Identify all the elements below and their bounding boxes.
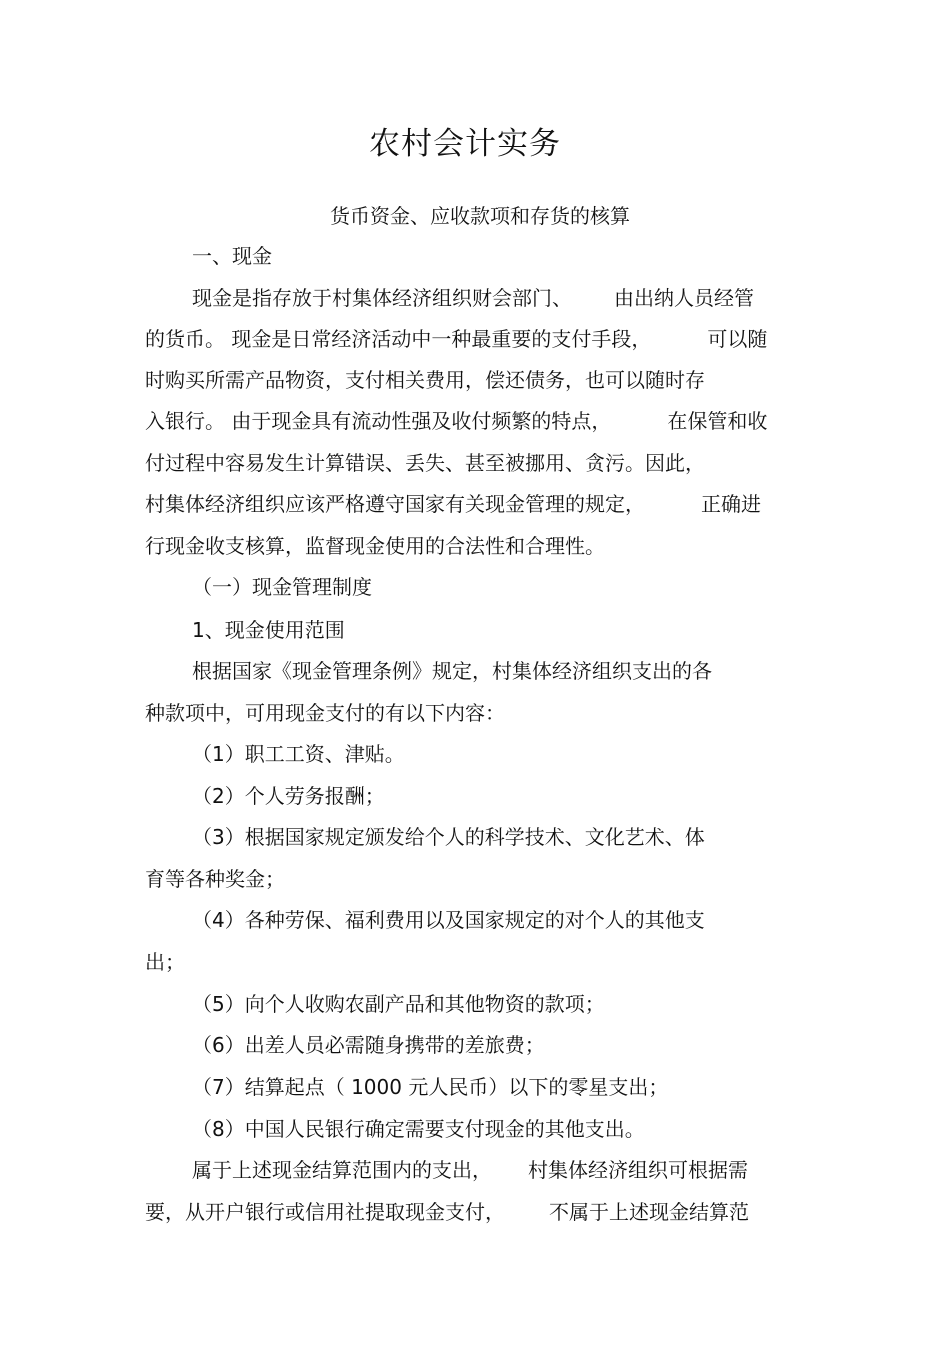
- paragraph-line: 入银行。 由于现金具有流动性强及收付频繁的特点， 在保管和收: [145, 409, 768, 433]
- paragraph-line: 付过程中容易发生计算错误、丢失、甚至被挪用、贪污。因此，: [145, 451, 705, 475]
- list-item: （5）向个人收购农副产品和其他物资的款项；: [192, 992, 605, 1016]
- list-item: （2）个人劳务报酬；: [192, 784, 385, 808]
- list-item: （7）结算起点（ 1000 元人民币）以下的零星支出；: [192, 1075, 669, 1099]
- list-item-continuation: 出；: [145, 950, 185, 974]
- document-title: 农村会计实务: [369, 126, 561, 162]
- list-item-continuation: 育等各种奖金；: [145, 867, 285, 891]
- list-item: （4）各种劳保、福利费用以及国家规定的对个人的其他支: [192, 908, 705, 932]
- paragraph-line: 要，从开户银行或信用社提取现金支付， 不属于上述现金结算范: [145, 1200, 749, 1224]
- paragraph-line: 村集体经济组织应该严格遵守国家有关现金管理的规定， 正确进: [145, 492, 761, 516]
- subheading-cash-scope: 1、现金使用范围: [192, 618, 345, 642]
- paragraph-line: 属于上述现金结算范围内的支出， 村集体经济组织可根据需: [192, 1158, 748, 1182]
- paragraph-line: 根据国家《现金管理条例》规定，村集体经济组织支出的各: [192, 659, 712, 683]
- list-item: （3）根据国家规定颁发给个人的科学技术、文化艺术、体: [192, 825, 705, 849]
- paragraph-line: 的货币。 现金是日常经济活动中一种最重要的支付手段， 可以随: [145, 327, 768, 351]
- list-item: （1）职工工资、津贴。: [192, 742, 405, 766]
- paragraph-line: 时购买所需产品物资，支付相关费用，偿还债务，也可以随时存: [145, 368, 705, 392]
- paragraph-line: 行现金收支核算，监督现金使用的合法性和合理性。: [145, 534, 605, 558]
- list-item: （8）中国人民银行确定需要支付现金的其他支出。: [192, 1117, 645, 1141]
- subheading-cash-management: （一）现金管理制度: [192, 575, 372, 599]
- paragraph-line: 种款项中，可用现金支付的有以下内容：: [145, 701, 505, 725]
- list-item: （6）出差人员必需随身携带的差旅费；: [192, 1033, 545, 1057]
- heading-cash: 一、现金: [192, 244, 272, 268]
- section-subtitle: 货币资金、应收款项和存货的核算: [330, 204, 630, 228]
- paragraph-line: 现金是指存放于村集体经济组织财会部门、 由出纳人员经管: [192, 286, 754, 310]
